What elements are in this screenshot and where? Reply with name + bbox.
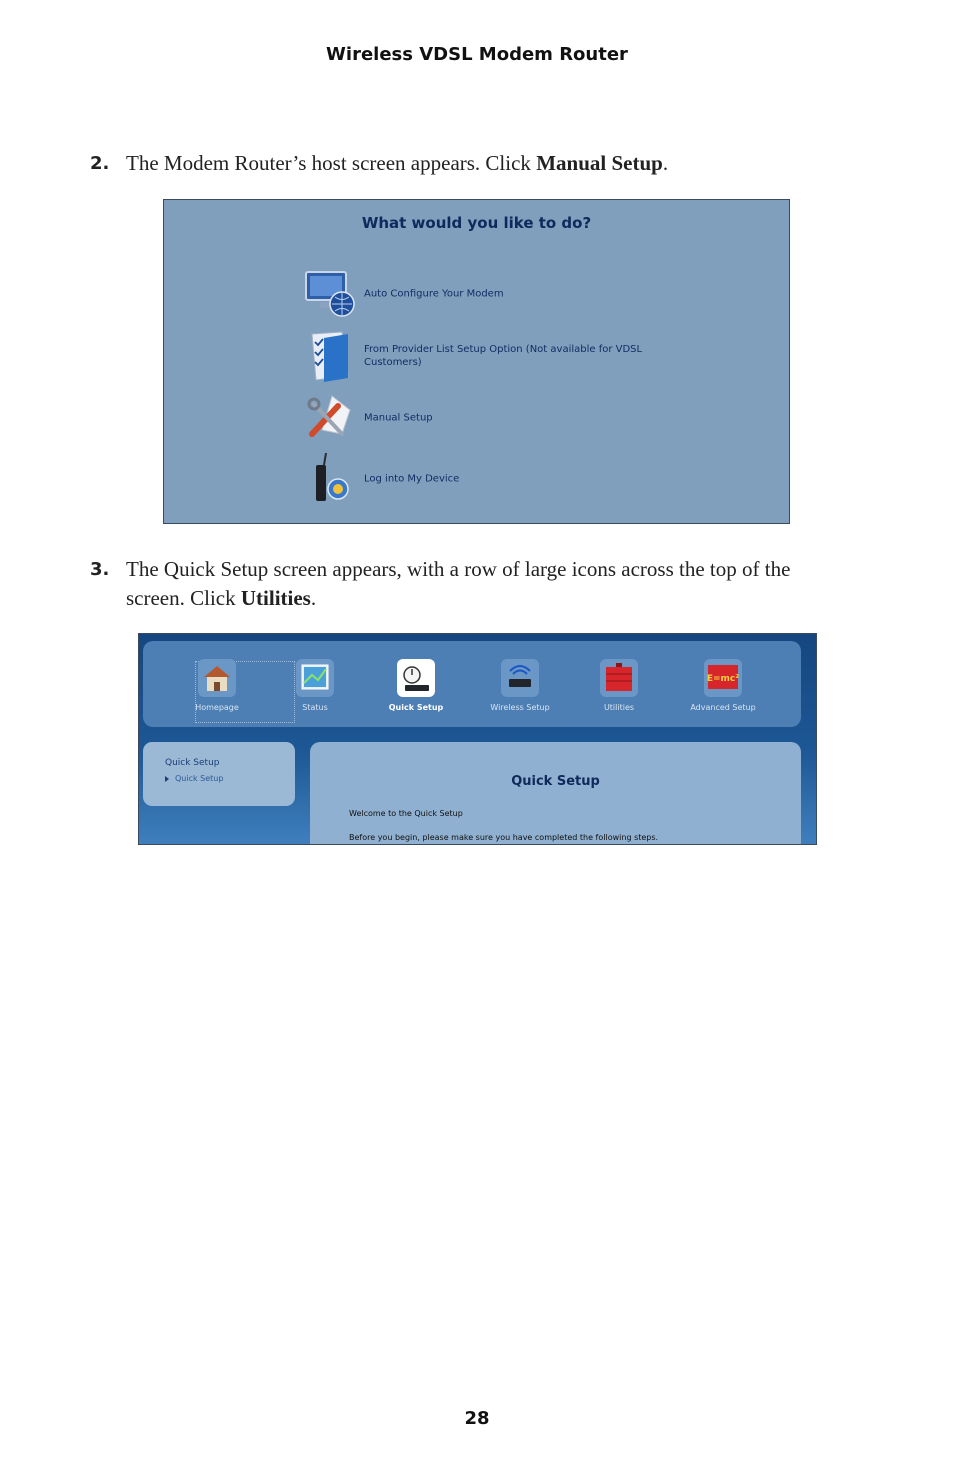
toolbar-label: Homepage bbox=[195, 703, 239, 712]
option-log-into-device[interactable] bbox=[302, 451, 742, 507]
option-label-line1: From Provider List Setup Option (Not available for VDSL bbox=[364, 344, 643, 355]
question-heading: What would you like to do? bbox=[361, 214, 592, 232]
option-label bbox=[364, 343, 642, 369]
toolbar-status[interactable] bbox=[269, 657, 361, 712]
step-text-plain: The Modem Router’s host screen appears. Click bbox=[126, 151, 537, 175]
wireless-router-icon bbox=[499, 657, 541, 699]
quick-setup-screenshot bbox=[138, 633, 817, 845]
host-screen-screenshot bbox=[163, 199, 790, 524]
step-3 bbox=[90, 555, 870, 613]
option-manual-setup[interactable] bbox=[302, 390, 742, 446]
option-label: Manual Setup bbox=[364, 412, 433, 424]
toolbar-label: Utilities bbox=[603, 703, 635, 712]
sidebar-menu bbox=[143, 742, 295, 806]
instructions-text: Before you begin, please make sure you have completed the following steps. bbox=[349, 833, 659, 842]
step-text-bold: Utilities bbox=[240, 586, 311, 610]
welcome-text: Welcome to the Quick Setup bbox=[349, 809, 463, 818]
tools-icon bbox=[302, 390, 358, 446]
status-icon bbox=[294, 657, 336, 699]
arrow-right-icon bbox=[165, 776, 169, 782]
step-text-bold: Manual Setup bbox=[536, 151, 663, 175]
router-icon bbox=[302, 451, 358, 507]
toolbar-advanced-setup[interactable] bbox=[677, 657, 769, 712]
monitor-globe-icon bbox=[302, 266, 358, 322]
emc2-icon bbox=[702, 657, 744, 699]
sidebar-heading[interactable]: Quick Setup bbox=[165, 758, 220, 768]
content-title: Quick Setup bbox=[511, 774, 600, 789]
option-label: Auto Configure Your Modem bbox=[364, 288, 504, 300]
toolbar-label: Advanced Setup bbox=[690, 703, 756, 712]
step-text-end: . bbox=[662, 151, 669, 175]
toolbar-homepage[interactable] bbox=[171, 657, 263, 712]
stopwatch-router-icon bbox=[395, 657, 437, 699]
sidebar-item-quick-setup[interactable] bbox=[165, 774, 223, 783]
option-auto-configure[interactable] bbox=[302, 266, 742, 322]
toolbar-label: Quick Setup bbox=[388, 703, 444, 712]
running-header: Wireless VDSL Modem Router bbox=[326, 44, 628, 65]
toolbar-utilities[interactable] bbox=[573, 657, 665, 712]
option-label-line2: Customers) bbox=[364, 357, 422, 368]
option-label: Log into My Device bbox=[364, 473, 460, 485]
toolbar-label: Wireless Setup bbox=[490, 703, 550, 712]
step-2 bbox=[90, 149, 870, 178]
step-text-plain: screen. Click bbox=[126, 586, 241, 610]
step-text-end: . bbox=[310, 586, 317, 610]
toolbar-quick-setup[interactable] bbox=[370, 657, 462, 712]
page-number: 28 bbox=[464, 1408, 490, 1429]
top-icon-toolbar bbox=[143, 641, 801, 727]
toolbar-wireless-setup[interactable] bbox=[474, 657, 566, 712]
step-number: 2. bbox=[90, 153, 110, 174]
option-provider-list[interactable] bbox=[302, 328, 742, 384]
step-text-line1: The Quick Setup screen appears, with a row of large icons across the top of the bbox=[126, 557, 791, 581]
content-panel bbox=[310, 742, 801, 845]
step-text bbox=[126, 555, 870, 613]
sidebar-item-label: Quick Setup bbox=[175, 774, 224, 783]
toolbox-icon bbox=[598, 657, 640, 699]
checklist-folder-icon bbox=[302, 328, 358, 384]
house-icon bbox=[196, 657, 238, 699]
step-text bbox=[126, 149, 870, 178]
step-number: 3. bbox=[90, 559, 110, 580]
toolbar-label: Status bbox=[302, 703, 328, 712]
emc2-text: E=mc² bbox=[706, 674, 740, 684]
